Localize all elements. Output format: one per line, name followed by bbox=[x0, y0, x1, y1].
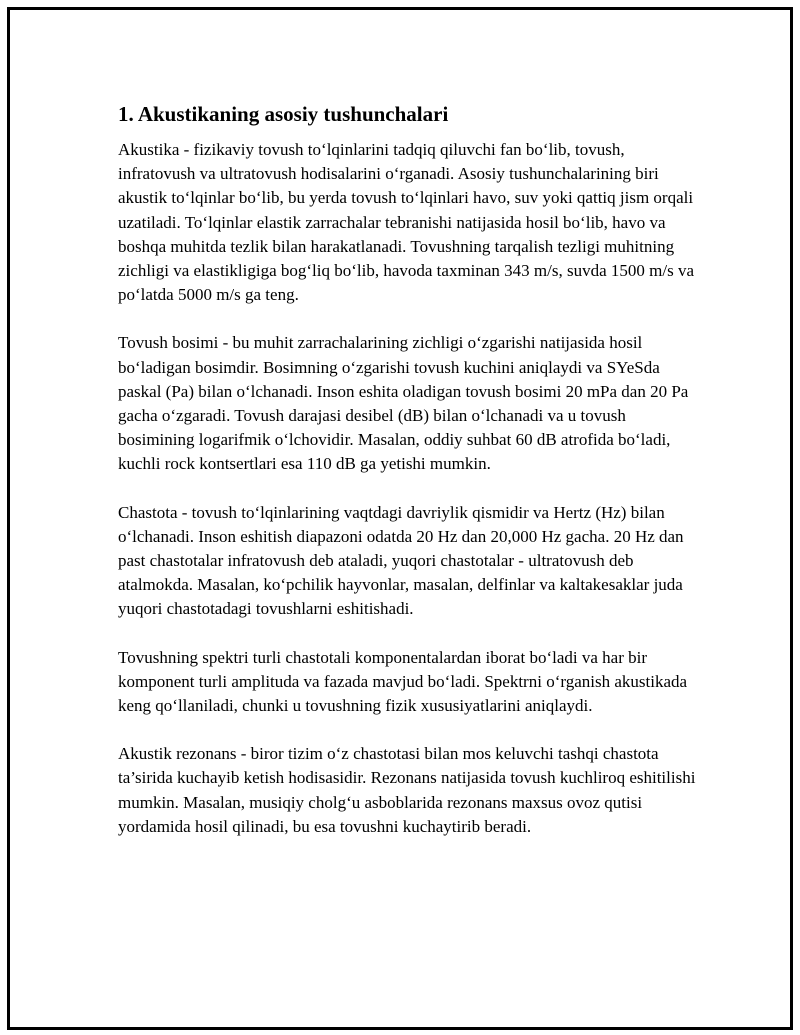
document-body bbox=[118, 100, 698, 863]
page-frame bbox=[7, 7, 793, 1030]
paragraph-sound-spectrum: Tovushning spektri turli chastotali komponentalardan iborat bo‘ladi va har bir komponent turli amplituda va fazada mavjud bo‘ladi. Spektrni o‘rganish akustikada keng qo‘llaniladi, chunki u tovushning fizik xususiyatlarini aniqlaydi. bbox=[118, 647, 688, 716]
paragraph-frequency: Chastota - tovush to‘lqinlarining vaqtdagi davriylik qismidir va Hertz (Hz) bilan o‘lchanadi. Inson eshitish diapazoni odatda 20 Hz dan 20,000 Hz gacha. 20 Hz dan past chastotalar infratovush deb ataladi, yuqori chastotalar - ultratovush deb atalmokda. Masalan, ko‘pchilik hayvonlar, masalan, delfinlar va kaltakesaklar juda yuqori chastotadagi tovushlarni eshitishadi. bbox=[118, 502, 684, 619]
paragraph-sound-pressure: Tovush bosimi - bu muhit zarrachalarining zichligi o‘zgarishi natijasida hosil bo‘ladigan bosimdir. Bosimning o‘zgarishi tovush kuchini aniqlaydi va SYeSda paskal (Pa) bilan o‘lchanadi. Inson eshita oladigan tovush bosimi 20 mPa dan 20 Pa gacha o‘zgaradi. Tovush darajasi desibel (dB) bilan o‘lchanadi va u tovush bosimining logarifmik o‘lchovidir. Masalan, oddiy suhbat 60 dB atrofida bo‘ladi, kuchli rock kontsertlari esa 110 dB ga yetishi mumkin. bbox=[118, 333, 689, 474]
section-heading: 1. Akustikaning asosiy tushunchalari bbox=[118, 102, 449, 126]
paragraph-acoustics-definition: Akustika - fizikaviy tovush to‘lqinlarini tadqiq qiluvchi fan bo‘lib, tovush, infratovush va ultratovush hodisalarini o‘rganadi. Asosiy tushunchalarining biri akustik to‘lqinlar bo‘lib, bu yerda tovush to‘lqinlari havo, suv yoki qattiq jism orqali uzatiladi. To‘lqinlar elastik zarrachalar tebranishi natijasida hosil bo‘lib, havo va boshqa muhitda tezlik bilan harakatlanadi. Tovushning tarqalish tezligi muhitning zichligi va elastikligiga bog‘liq bo‘lib, havoda taxminan 343 m/s, suvda 1500 m/s va po‘latda 5000 m/s ga teng. bbox=[118, 140, 695, 305]
paragraph-acoustic-resonance: Akustik rezonans - biror tizim o‘z chastotasi bilan mos keluvchi tashqi chastota ta’sirida kuchayib ketish hodisasidir. Rezonans natijasida tovush kuchliroq eshitilishi mumkin. Masalan, musiqiy cholg‘u asboblarida rezonans maxsus ovoz qutisi yordamida hosil qilinadi, bu esa tovushni kuchaytirib beradi. bbox=[118, 744, 696, 836]
